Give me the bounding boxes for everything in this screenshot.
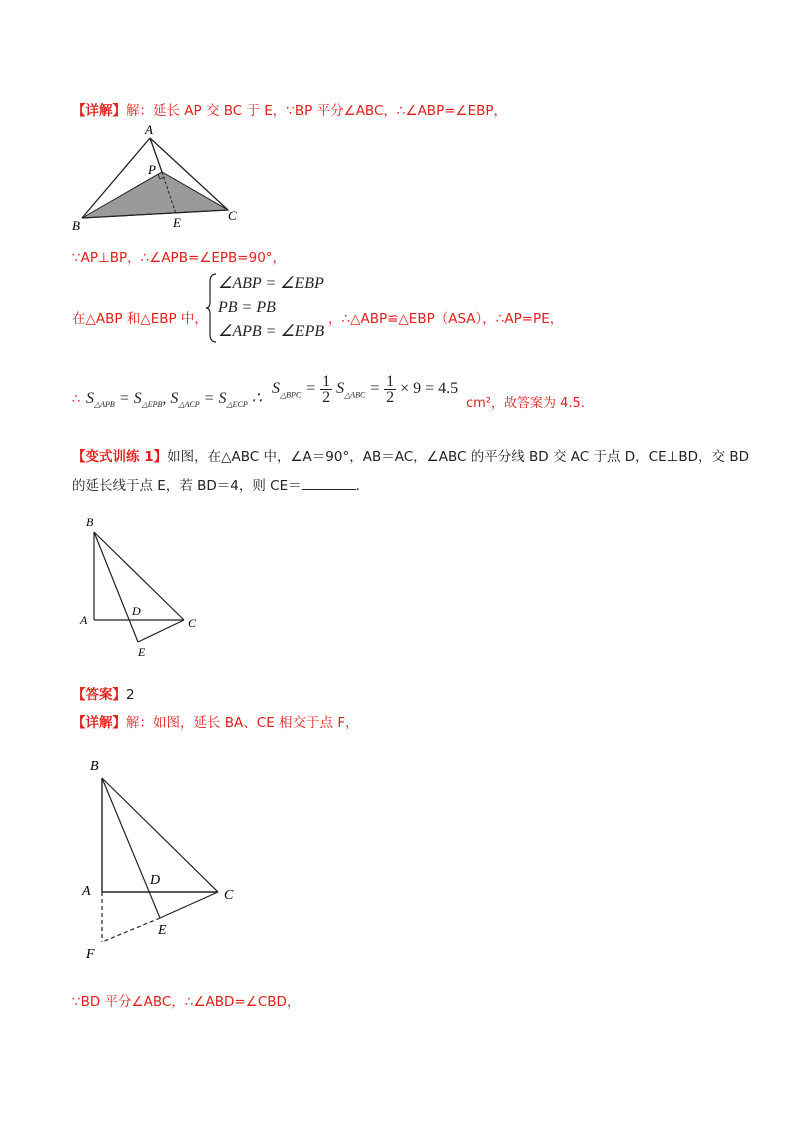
detail-1 — [72, 99, 507, 119]
answer-line — [72, 683, 135, 703]
system-row-1: ∠ABP = ∠EBP — [218, 275, 324, 292]
label-b: B — [90, 759, 99, 774]
detail-2 — [72, 711, 359, 731]
exercise-tag: 【变式训练 1】 — [72, 449, 168, 465]
segment-be — [94, 532, 138, 642]
figure-2 — [74, 512, 214, 662]
detail-2-tag: 【详解】 — [72, 715, 126, 731]
exercise-line-1 — [72, 445, 749, 465]
label-b: B — [72, 218, 80, 233]
brace-icon — [204, 272, 218, 344]
area-tail: cm²，故答案为 4.5. — [466, 396, 585, 411]
segment-ce — [138, 620, 184, 642]
system-row-2: PB = PB — [218, 299, 276, 316]
congruence-suffix: ，∴△ABP≌△EBP（ASA），∴AP=PE， — [328, 311, 564, 327]
area-eq-1: $S_{\triangle APB} = S_{\triangle EPB}$, $S_{\triangle ACP} = S_{\triangle ECP}$ ∴ — [86, 390, 262, 410]
detail-1-tag: 【详解】 — [72, 103, 126, 119]
exercise-text-1: 如图，在△ABC 中，∠A＝90°，AB＝AC，∠ABC 的平分线 BD 交 AC 于点 D，CE⊥BD，交 BD — [167, 449, 749, 465]
last-line: ∵BD 平分∠ABC，∴∠ABD=∠CBD， — [72, 994, 301, 1010]
congruence-prefix: 在△ABP 和△EBP 中， — [72, 311, 208, 327]
segment-ef-dashed — [102, 918, 160, 942]
label-c: C — [224, 888, 234, 903]
figure-3 — [80, 752, 250, 967]
answer-value: 2 — [126, 687, 135, 703]
label-e: E — [173, 215, 181, 230]
exercise-line-2: 的延长线于点 E，若 BD＝4，则 CE＝ . — [72, 478, 360, 494]
label-e: E — [158, 923, 167, 938]
label-c: C — [228, 208, 237, 223]
answer-blank — [302, 477, 356, 490]
label-d: D — [132, 604, 141, 618]
label-e: E — [138, 645, 146, 659]
figure-1 — [68, 122, 248, 237]
exercise-text-2: 的延长线于点 E，若 BD＝4，则 CE＝ — [72, 478, 302, 494]
label-c: C — [188, 616, 197, 630]
label-f: F — [86, 947, 95, 962]
segment-ce — [160, 892, 218, 918]
label-a: A — [80, 613, 88, 627]
congruence-system — [218, 272, 324, 344]
label-a: A — [82, 884, 91, 899]
label-b: B — [86, 515, 94, 529]
segment-be — [102, 778, 160, 918]
answer-tag: 【答案】 — [72, 687, 126, 703]
system-row-3: ∠APB = ∠EPB — [218, 323, 325, 340]
label-d: D — [150, 873, 161, 888]
label-p: P — [148, 162, 156, 177]
therefore-symbol: ∴ — [72, 392, 81, 407]
label-a: A — [145, 122, 153, 137]
area-eq-2: $S_{\triangle BPC}$ = $\frac{1}{2}$ $S_{\triangle ABC}$ = $\frac{1}{2}$ × 9 = 4.5 — [272, 373, 459, 406]
detail-2-text: 解：如图，延长 BA、CE 相交于点 F， — [126, 715, 359, 731]
perp-line: ∵AP⊥BP，∴∠APB=∠EPB=90°， — [72, 250, 287, 266]
detail-1-text: 解：延长 AP 交 BC 于 E，∵BP 平分∠ABC，∴∠ABP=∠EBP， — [126, 103, 508, 119]
